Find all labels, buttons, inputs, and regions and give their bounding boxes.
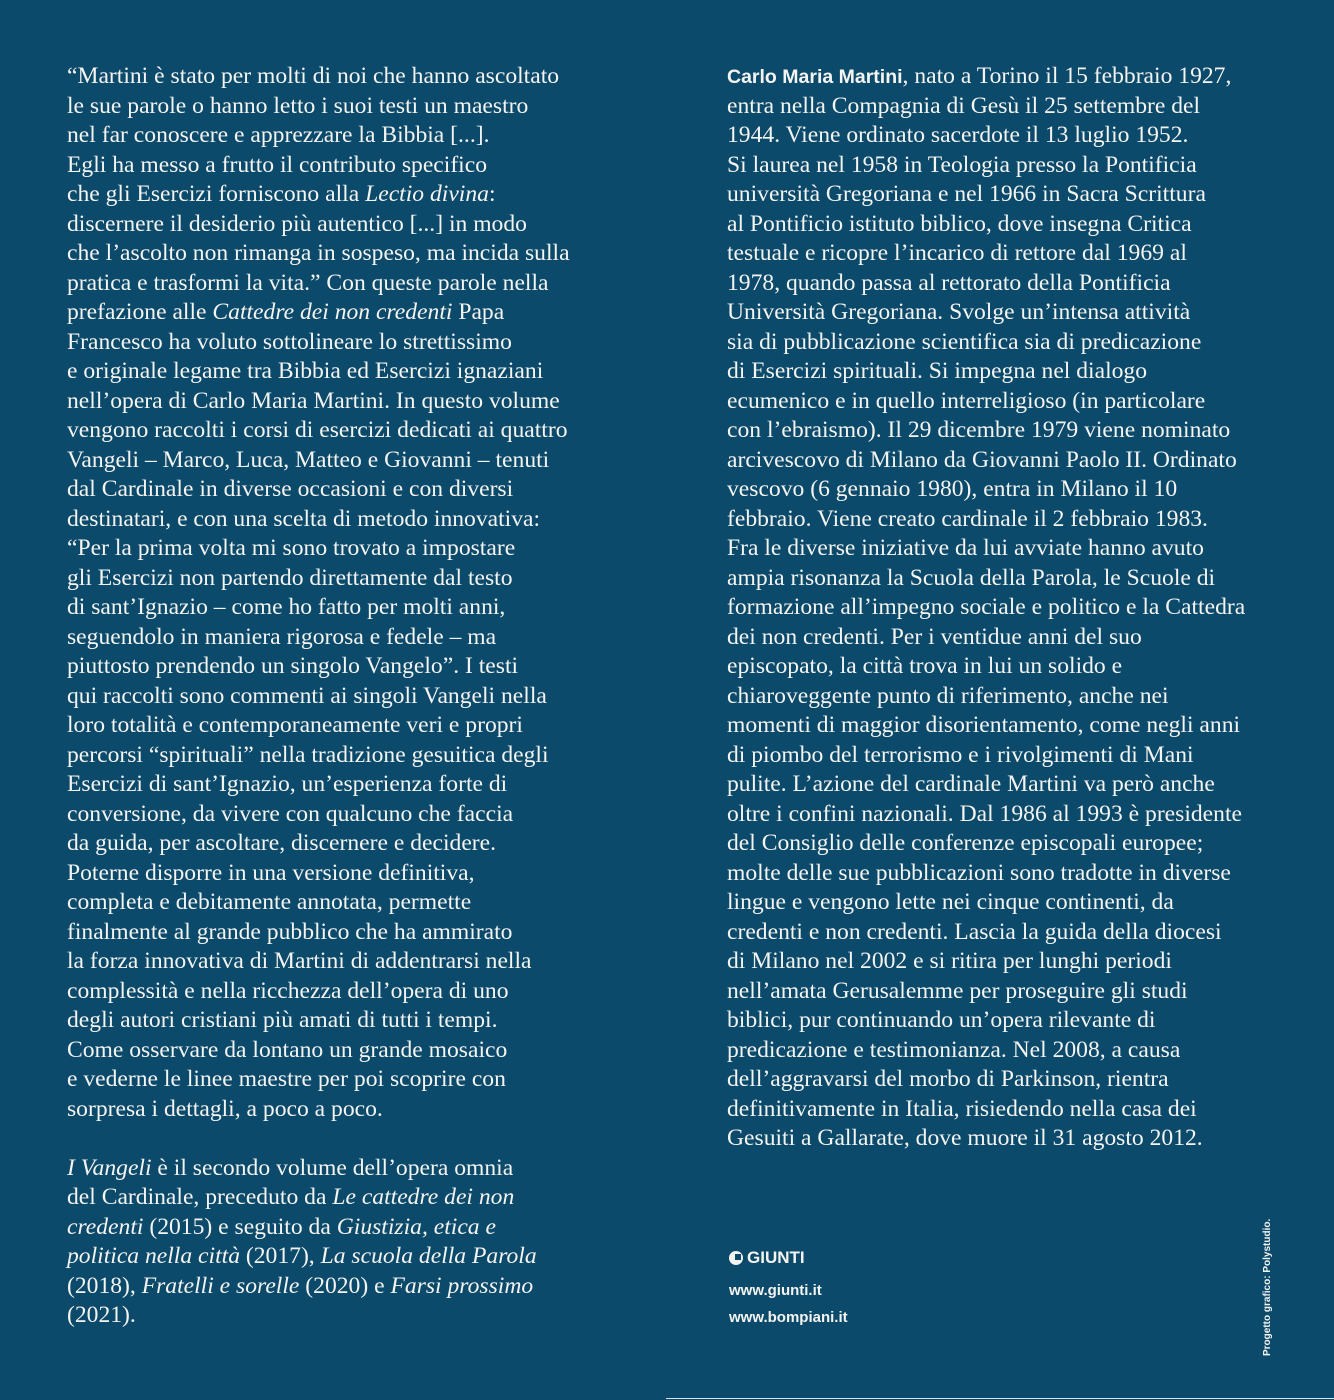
text-segment: che gli Esercizi forniscono alla [67, 181, 366, 207]
text-line: nell’amata Gerusalemme per proseguire gli studi [727, 977, 1188, 1004]
text-line: ecumenico e in quello interreligioso (in particolare [727, 387, 1206, 414]
italic-title: I Vangeli [67, 1154, 152, 1181]
text-line: al Pontificio istituto biblico, dove insegna Critica [727, 210, 1192, 237]
text-line [67, 298, 570, 328]
text-line [727, 62, 1245, 92]
text-line: percorsi “spirituali” nella tradizione gesuitica degli [67, 741, 549, 768]
text-line: sia di pubblicazione scientifica sia di predicazione [727, 328, 1202, 355]
text-line: vescovo (6 gennaio 1980), entra in Milano il 10 [727, 476, 1178, 502]
text-line: Vangeli – Marco, Luca, Matteo e Giovanni – tenuti [67, 446, 550, 473]
text-line: dei non credenti. Per i ventidue anni del suo [727, 623, 1142, 650]
text-line [67, 1154, 570, 1184]
italic-title: credenti [67, 1213, 144, 1240]
text-line: di sant’Ignazio – come ho fatto per molti anni, [67, 594, 506, 620]
text-line: episcopato, la città trova in lui un solido e [727, 653, 1123, 679]
italic-title: Lectio divina [365, 181, 489, 207]
italic-title: Fratelli e sorelle [141, 1272, 300, 1299]
italic-title: politica nella città [67, 1243, 240, 1269]
text-line [67, 1183, 570, 1213]
text-line: Fra le diverse iniziative da lui avviate hanno avuto [727, 535, 1204, 561]
text-line: complessità e nella ricchezza dell’opera di uno [67, 977, 509, 1004]
text-line: “Per la prima volta mi sono trovato a impostare [67, 535, 516, 561]
text-segment: (2015) e seguito da [143, 1213, 337, 1240]
text-line: la forza innovativa di Martini di addentrarsi nella [67, 948, 532, 974]
text-line: vengono raccolti i corsi di esercizi dedicati ai quattro [67, 417, 568, 443]
text-line: Gesuiti a Gallarate, dove muore il 31 agosto 2012. [727, 1125, 1203, 1151]
italic-title: La scuola della Parola [320, 1243, 537, 1269]
text-line: febbraio. Viene creato cardinale il 2 febbraio 1983. [727, 505, 1208, 532]
text-line: finalmente al grande pubblico che ha ammirato [67, 918, 513, 945]
paragraph-gap [67, 1124, 570, 1154]
text-line: pulite. L’azione del cardinale Martini va però anche [727, 771, 1215, 797]
text-line: pratica e trasformi la vita.” Con queste parole nella [67, 269, 549, 296]
text-line: ampia risonanza la Scuola della Parola, le Scuole di [727, 564, 1216, 591]
text-segment: Papa [452, 299, 505, 325]
text-segment: del Cardinale, preceduto da [67, 1184, 333, 1210]
text-line: arcivescovo di Milano da Giovanni Paolo II. Ordinato [727, 446, 1237, 473]
italic-title: Farsi prossimo [390, 1272, 534, 1299]
text-line: discernere il desiderio più autentico [...] in modo [67, 210, 527, 237]
text-line: e originale legame tra Bibbia ed Esercizi ignaziani [67, 358, 544, 384]
text-line: loro totalità e contemporaneamente veri e propri [67, 712, 523, 738]
text-line: le sue parole o hanno letto i suoi testi un maestro [67, 92, 529, 119]
website-link-giunti[interactable]: www.giunti.it [729, 1282, 822, 1299]
text-line [67, 1213, 570, 1243]
text-line: chiaroveggente punto di riferimento, anche nei [727, 682, 1169, 709]
text-line: del Consiglio delle conferenze episcopali europee; [727, 830, 1204, 856]
italic-title: Giustizia, etica e [336, 1213, 496, 1240]
author-name: Carlo Maria Martini [727, 66, 903, 88]
text-line: entra nella Compagnia di Gesù il 25 settembre del [727, 92, 1201, 119]
text-line: momenti di maggior disorientamento, come negli anni [727, 712, 1241, 738]
text-line: predicazione e testimonianza. Nel 2008, a causa [727, 1036, 1181, 1063]
text-line: e vederne le linee maestre per poi scoprire con [67, 1066, 506, 1092]
text-line: Esercizi di sant’Ignazio, un’esperienza forte di [67, 771, 508, 797]
publisher-logo [729, 1248, 805, 1268]
text-line: oltre i confini nazionali. Dal 1986 al 1993 è presidente [727, 800, 1242, 827]
left-column [67, 62, 570, 1331]
design-credit: Progetto grafico: Polystudio. [1262, 1218, 1273, 1356]
text-line: molte delle sue pubblicazioni sono tradotte in diverse [727, 859, 1231, 886]
text-line: dal Cardinale in diverse occasioni e con diversi [67, 476, 514, 502]
text-line: degli autori cristiani più amati di tutti i tempi. [67, 1007, 498, 1033]
text-line: di Esercizi spirituali. Si impegna nel dialogo [727, 358, 1148, 384]
text-segment: , nato a Torino il 15 febbraio 1927, [902, 63, 1232, 89]
text-line: testuale e ricopre l’incarico di rettore dal 1969 al [727, 240, 1187, 266]
text-segment: (2020) e [299, 1272, 391, 1299]
text-line: Poterne disporre in una versione definitiva, [67, 859, 475, 886]
website-link-bompiani[interactable]: www.bompiani.it [729, 1309, 848, 1326]
text-line: seguendolo in maniera rigorosa e fedele – ma [67, 623, 497, 650]
text-line: Francesco ha voluto sottolineare lo strettissimo [67, 328, 512, 355]
text-line: università Gregoriana e nel 1966 in Sacra Scrittura [727, 181, 1206, 207]
text-line: di piombo del terrorismo e i rivolgimenti di Mani [727, 741, 1194, 768]
text-segment: (2017), [240, 1243, 321, 1269]
text-line: dell’aggravarsi del morbo di Parkinson, rientra [727, 1066, 1169, 1092]
text-line: formazione all’impegno sociale e politico e la Cattedra [727, 594, 1246, 620]
text-line [67, 1242, 570, 1272]
text-line: Università Gregoriana. Svolge un’intensa attività [727, 299, 1191, 325]
text-segment: (2018), [67, 1272, 142, 1299]
text-segment: è il secondo volume dell’opera omnia [151, 1154, 514, 1181]
text-line: sorpresa i dettagli, a poco a poco. [67, 1095, 383, 1122]
text-line: completa e debitamente annotata, permette [67, 889, 472, 915]
right-column [727, 62, 1245, 1154]
text-line [67, 1272, 570, 1302]
text-line: che l’ascolto non rimanga in sospeso, ma incida sulla [67, 240, 570, 266]
text-segment: prefazione alle [67, 299, 213, 325]
text-line: 1944. Viene ordinato sacerdote il 13 luglio 1952. [727, 122, 1189, 148]
text-line: Come osservare da lontano un grande mosaico [67, 1036, 508, 1063]
publisher-name: GIUNTI [747, 1248, 805, 1267]
text-line: (2021). [67, 1302, 136, 1328]
text-line: definitivamente in Italia, risiedendo nella casa dei [727, 1095, 1197, 1122]
text-line: Si laurea nel 1958 in Teologia presso la Pontificia [727, 151, 1197, 178]
text-line: di Milano nel 2002 e si ritira per lunghi periodi [727, 948, 1172, 974]
bottom-divider [666, 1398, 1334, 1399]
text-line: da guida, per ascoltare, discernere e decidere. [67, 830, 497, 856]
text-line: gli Esercizi non partendo direttamente dal testo [67, 564, 513, 591]
text-line: nell’opera di Carlo Maria Martini. In questo volume [67, 387, 560, 414]
text-line: con l’ebraismo). Il 29 dicembre 1979 viene nominato [727, 417, 1231, 443]
giunti-logo-icon [729, 1251, 743, 1265]
italic-title: Cattedre dei non credenti [212, 299, 453, 325]
text-line: “Martini è stato per molti di noi che hanno ascoltato [67, 63, 560, 89]
text-line: biblici, pur continuando un’opera rilevante di [727, 1007, 1156, 1033]
text-line [67, 180, 570, 210]
text-line: lingue e vengono lette nei cinque continenti, da [727, 889, 1174, 915]
text-line: qui raccolti sono commenti ai singoli Vangeli nella [67, 682, 547, 709]
text-segment: : [488, 181, 496, 207]
text-line: credenti e non credenti. Lascia la guida della diocesi [727, 918, 1222, 945]
text-line: destinatari, e con una scelta di metodo innovativa: [67, 505, 541, 532]
text-line: conversione, da vivere con qualcuno che faccia [67, 800, 514, 827]
text-line: piuttosto prendendo un singolo Vangelo”. I testi [67, 653, 519, 679]
text-line: 1978, quando passa al rettorato della Pontificia [727, 269, 1171, 296]
text-line: nel far conoscere e apprezzare la Bibbia [...]. [67, 122, 490, 148]
text-line: Egli ha messo a frutto il contributo specifico [67, 151, 487, 178]
italic-title: Le cattedre dei non [332, 1184, 515, 1210]
